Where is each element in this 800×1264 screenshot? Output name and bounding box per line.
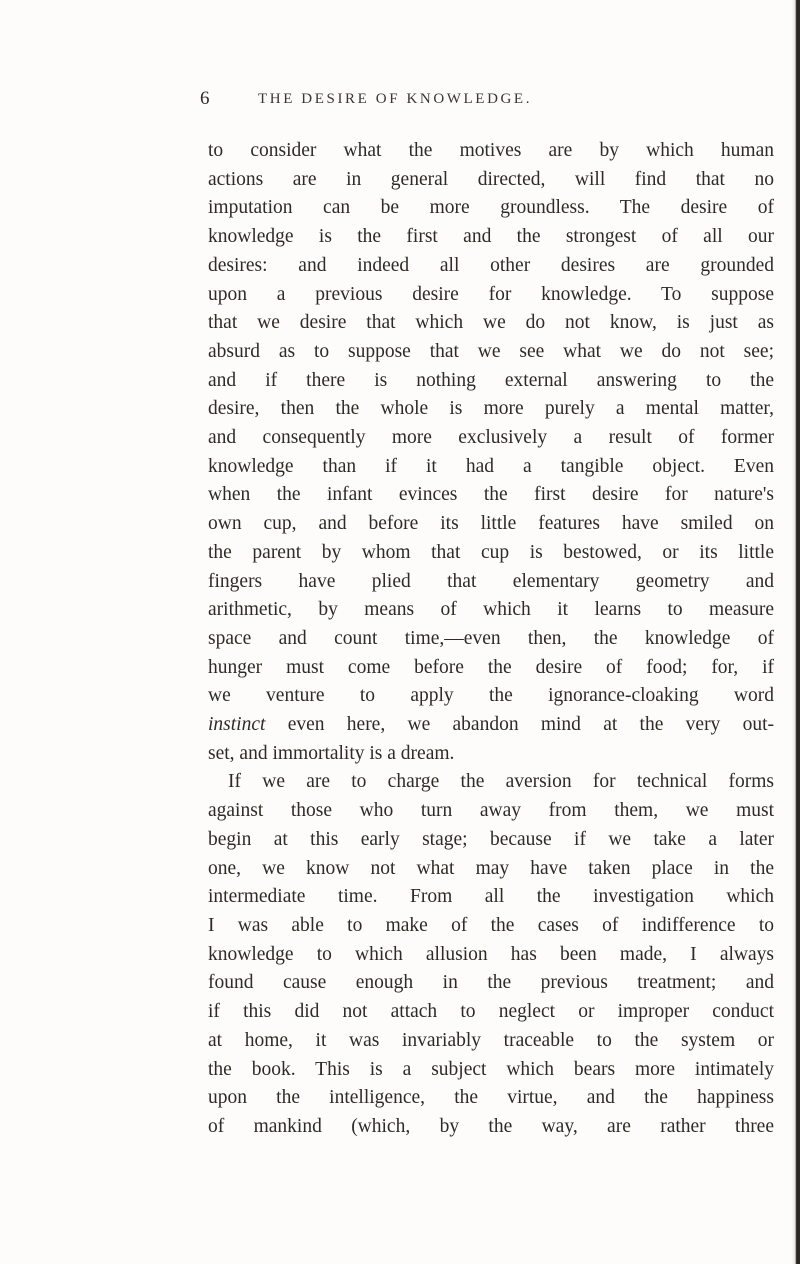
page-number: 6 bbox=[200, 88, 210, 109]
text-line: upon the intelligence, the virtue, and the happiness bbox=[208, 1087, 774, 1109]
text-line: absurd as to suppose that we see what we do not see; bbox=[208, 340, 774, 362]
text-line: actions are in general directed, will find that no bbox=[208, 168, 774, 190]
text-line: to consider what the motives are by which human bbox=[208, 140, 774, 161]
text-line: knowledge is the first and the strongest of all our bbox=[208, 226, 774, 248]
text-line: own cup, and before its little features have smiled on bbox=[208, 513, 774, 535]
text-line: arithmetic, by means of which it learns to measure bbox=[208, 599, 774, 621]
text-line: knowledge than if it had a tangible object. Even bbox=[208, 455, 774, 477]
running-head-title: THE DESIRE OF KNOWLEDGE. bbox=[258, 91, 533, 107]
page-edge-shadow bbox=[792, 0, 800, 1264]
text-line: desires: and indeed all other desires are grounded bbox=[208, 254, 774, 276]
text-line: when the infant evinces the first desire for nature's bbox=[208, 484, 774, 506]
text-line: upon a previous desire for knowledge. To suppose bbox=[208, 283, 774, 305]
text-line-with-italic bbox=[208, 711, 774, 740]
text-line: intermediate time. From all the investigation which bbox=[208, 886, 774, 908]
running-head bbox=[0, 88, 800, 118]
text-line: hunger must come before the desire of food; for, if bbox=[208, 656, 774, 678]
text-line: knowledge to which allusion has been made, I always bbox=[208, 943, 774, 965]
text-line: imputation can be more groundless. The desire of bbox=[208, 197, 774, 219]
text-line: space and count time,—even then, the knowledge of bbox=[208, 627, 774, 649]
paragraph-first-line: If we are to charge the aversion for technical forms bbox=[228, 771, 774, 793]
text-line: we venture to apply the ignorance-cloaking word bbox=[208, 685, 774, 707]
text-line: and consequently more exclusively a result of former bbox=[208, 427, 774, 449]
text-line: fingers have plied that elementary geometry and bbox=[208, 570, 774, 592]
text-line: if this did not attach to neglect or improper conduct bbox=[208, 1001, 774, 1023]
text-line: the parent by whom that cup is bestowed, or its little bbox=[208, 541, 774, 563]
text-line: of mankind (which, by the way, are rather three bbox=[208, 1115, 774, 1137]
text-line: at home, it was invariably traceable to the system or bbox=[208, 1029, 774, 1051]
text-line: against those who turn away from them, we must bbox=[208, 800, 774, 822]
text-line: found cause enough in the previous treatment; and bbox=[208, 972, 774, 994]
text-line: and if there is nothing external answering to the bbox=[208, 369, 774, 391]
paragraph-end-line: set, and immortality is a dream. bbox=[208, 742, 455, 764]
text-line: that we desire that which we do not know, is just as bbox=[208, 312, 774, 334]
text-fragment: even here, we abandon mind at the very out- bbox=[265, 714, 774, 736]
body-text bbox=[208, 137, 774, 1142]
text-line: I was able to make of the cases of indifference to bbox=[208, 914, 774, 936]
text-line: begin at this early stage; because if we take a later bbox=[208, 828, 774, 850]
text-line: desire, then the whole is more purely a mental matter, bbox=[208, 398, 774, 420]
text-line: the book. This is a subject which bears more intimately bbox=[208, 1058, 774, 1080]
italic-word: instinct bbox=[208, 714, 266, 736]
text-line: one, we know not what may have taken place in the bbox=[208, 857, 774, 879]
